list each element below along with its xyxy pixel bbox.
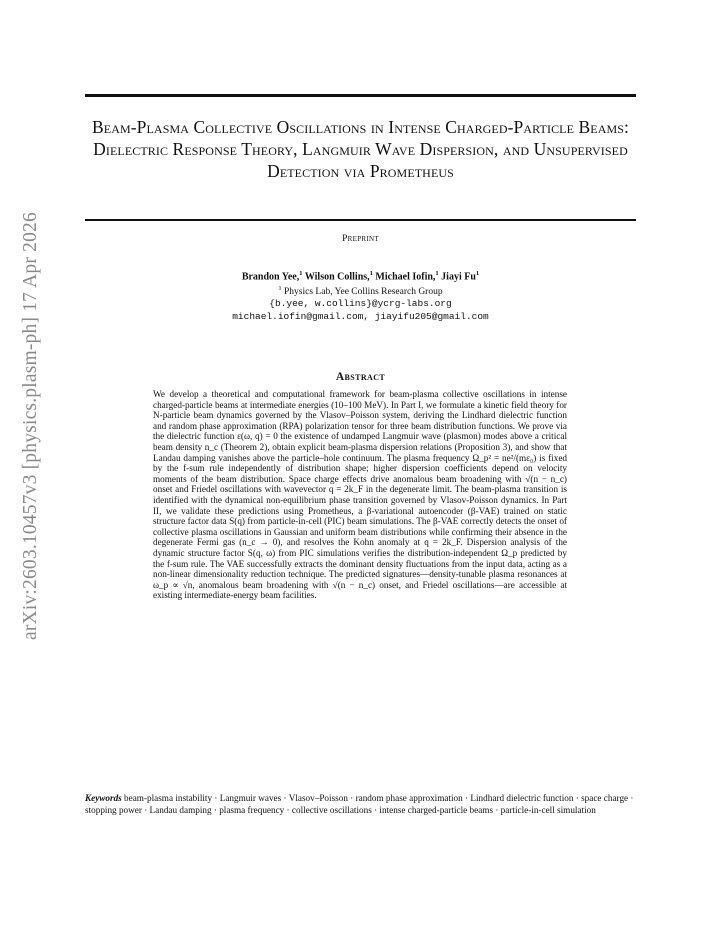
author-email-line: {b.yee, w.collins}@ycrg-labs.org	[269, 298, 452, 309]
preprint-label: Preprint	[342, 234, 379, 244]
keywords-label: Keywords	[85, 793, 122, 803]
affiliation	[85, 285, 636, 297]
author-affil-mark: 1	[299, 270, 303, 277]
author-list	[85, 270, 636, 282]
author-name: Brandon Yee,	[241, 271, 300, 283]
affiliation-text: Physics Lab, Yee Collins Research Group	[284, 287, 443, 298]
keywords-list: beam-plasma instability · Langmuir waves · Vlasov–Poisson · random phase approximation · Lindhard dielectric function · space charge · stopping power · Landau damping · plasma frequency · collective oscillations · intense charged-particle beams · particle-in-cell simulation	[85, 793, 634, 815]
author-name: Jiayi Fu	[441, 271, 476, 283]
affiliation-mark: 1	[278, 285, 282, 292]
paper-title: Beam-Plasma Collective Oscillations in Intense Charged-Particle Beams: Dielectric Response Theory, Langmuir Wave Dispersion, and Unsupervised Detection via Prometheus	[92, 117, 629, 181]
author-affil-mark: 1	[369, 270, 373, 277]
keywords-section	[85, 793, 636, 816]
author-affil-mark: 1	[435, 270, 439, 277]
author-email-line: michael.iofin@gmail.com, jiayifu205@gmail.com	[232, 311, 489, 322]
author-name: Wilson Collins,	[304, 271, 370, 283]
abstract-body: We develop a theoretical and computational framework for beam-plasma collective oscillations in intense charged-particle beams at intermediate energies (10–100 MeV). In Part I, we formulate a kinetic field theory for N-particle beam dynamics governed by the Vlasov–Poisson system, deriving the Lindhard dielectric function and random phase approximation (RPA) polarization tensor for three beam distribution functions. We prove via the dielectric function ε(ω, q) = 0 the existence of undamped Langmuir wave (plasmon) modes above a critical beam density n_c (Theorem 2), obtain explicit beam-plasma dispersion relations (Proposition 3), and show that Landau damping vanishes above the particle–hole continuum. The plasma frequency Ω_p² = ne²/(mε₀) is fixed by the f-sum rule independently of distribution shape; higher dispersion coefficients depend on velocity moments of the beam distribution. Space charge effects drive anomalous beam broadening with √(n − n_c) onset and Friedel oscillations with wavevector q = 2k_F in the degenerate limit. The beam-plasma transition is identified with the dynamical non-equilibrium phase transition governed by Vlasov-Poisson dynamics. In Part II, we validate these predictions using Prometheus, a β-variational autoencoder (β-VAE) trained on static structure factor data S(q) from particle-in-cell (PIC) beam simulations. The β-VAE correctly detects the onset of collective plasma oscillations in Gaussian and uniform beam distributions while confirming their absence in the degenerate Fermi gas (n_c → 0), and resolves the Kohn anomaly at q = 2k_F. Dispersion analysis of the dynamic structure factor S(q, ω) from PIC simulations verifies the distribution-independent Ω_p predicted by the f-sum rule. The VAE successfully extracts the dominant density fluctuations from the input data, acting as a non-linear dimensionality reduction technique. The predicted signatures—density-tunable plasma resonances at ω_p ∝ √n, anomalous beam broadening with √(n − n_c) onset, and Friedel oscillations—are accessible at existing intermediate-energy beam facilities.	[153, 389, 567, 601]
abstract-heading: Abstract	[335, 371, 386, 383]
arxiv-side-stamp: arXiv:2603.10457v3 [physics.plasm-ph] 17 Apr 2026	[20, 212, 41, 640]
title-top-rule	[85, 94, 636, 97]
title-bottom-rule	[85, 219, 636, 221]
author-name: Michael Iofin,	[375, 271, 436, 283]
author-affil-mark: 1	[475, 270, 480, 277]
